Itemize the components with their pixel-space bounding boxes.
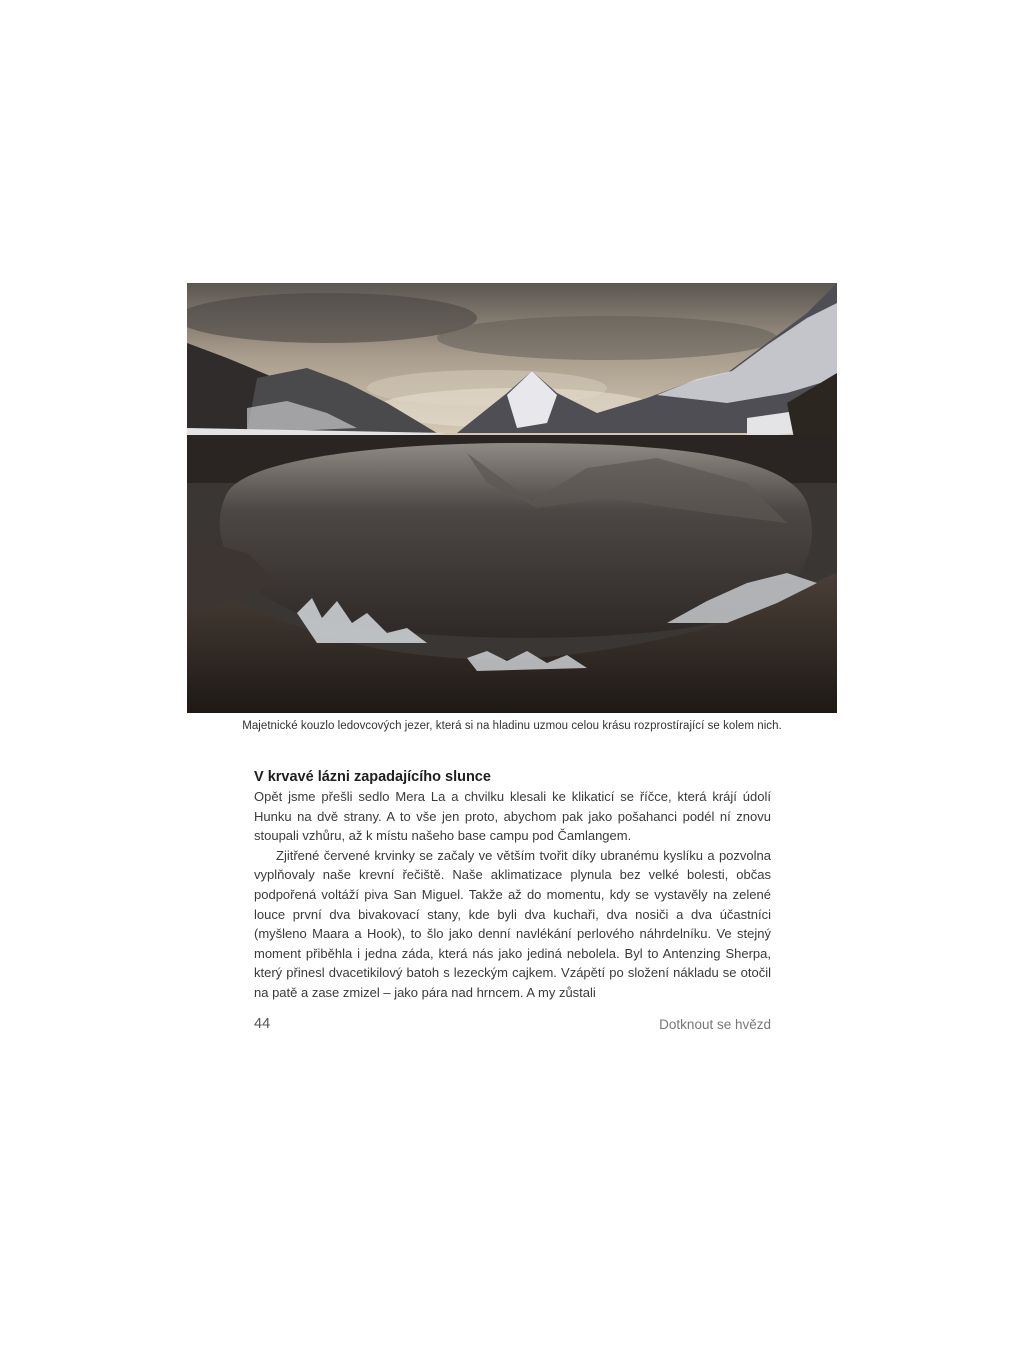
photo-caption: Majetnické kouzlo ledovcových jezer, která si na hladinu uzmou celou krásu rozprostírající se kolem nich. xyxy=(242,720,782,732)
lake-photo xyxy=(187,283,837,713)
section-heading: V krvavé lázni zapadajícího slunce xyxy=(254,769,491,785)
article-body xyxy=(254,767,771,1003)
page-number: 44 xyxy=(254,1016,271,1032)
paragraph: Opět jsme přešli sedlo Mera La a chvilku klesali ke klikaticí se říčce, která krájí údolí Hunku na dvě strany. A to vše jen proto, abychom pak jako pošahanci podél ní znovu stoupali vzhůru, až k místu našeho base campu pod Čamlangem. xyxy=(254,789,771,844)
paragraph: Zjitřené červené krvinky se začaly ve větším tvořit díky ubranému kyslíku a pozvolna vyplňovaly naše krevní řečiště. Naše aklimatizace plynula bez velké bolesti, občas podpořená voltáží piva San Miguel. Takže až do momentu, kdy se vystavěly na zelené louce první dva bivakovací stany, kde byli dva kuchaři, dva nosiči a dva účastníci (myšleno Maara a Hook), to šlo jako denní navlékání perlového náhrdelníku. Ve stejný moment přiběhla i jedna záda, která nás jako jediná nebolela. Byl to Antenzing Sherpa, který přinesl dvacetikilový batoh s lezeckým cajkem. Vzápětí po složení nákladu se otočil na patě a zase zmizel – jako pára nad hrncem. A my zůstali xyxy=(254,847,771,1000)
running-footer-title: Dotknout se hvězd xyxy=(659,1017,771,1032)
mountain-lake-image xyxy=(187,283,837,713)
